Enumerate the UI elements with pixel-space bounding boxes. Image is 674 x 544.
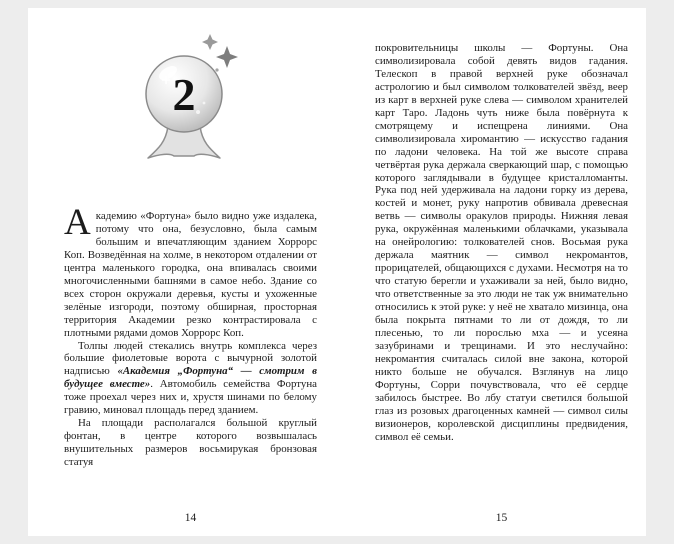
page-number-left: 14 (184, 512, 197, 524)
paragraph (375, 42, 628, 444)
page-right (337, 8, 646, 536)
paragraph-text: кадемию «Фортуна» было видно уже издалека, потому что она, безусловно, была самым большим и впечатляющим зданием Хоррорс Коп. Возведённая на холме, в некотором отдалении от центра маленького городка, она впивалась своими многочисленными башнями в самое небо. Здание со всех сторон окружали деревья, кусты и ухоженные зелёные изгороди, поэтому обширная, просторная территория Академии резко контрастировала с плотными рядами домов Хоррорс Коп. (64, 210, 317, 339)
chapter-number: 2 (172, 69, 195, 120)
paragraph-text: покровительницы школы — Фортуны. Она символизировала собой девять видов гадания. Телескоп в правой верхней руке обозначал астрологию и был символом толкователей звёзд, веер из карт в верхней руке слева — символом хранителей карт Таро. Ладонь чуть ниже была повёрнута к смотрящему и испещрена линиями. Она символизировала хиромантию — искусство гадания по ладони человека. На той же высоте справа четвёртая рука держала сверкающий шар, с помощью которого заглядывали в будущее кристалломанты. Рука под ней удерживала на ладони горку из дерева, костей и монет, руку напротив обвивала древесная ветвь — символы оракулов природы. Нижняя левая рука, окружённая маленькими облачками, указывала на онейрологию: толкователей снов. Восьмая рука держала маятник — символ некромантов, прорицателей, общающихся с духами. Несмотря на то что статую берегли и ухаживали за ней, было видно, что ответственные за это люди не так уж внимательно относились к этой руке: у неё не хватало мизинца, она была покрыта пятнами то ли от дождя, то ли плесенью, то ли порослью мха — и усеяна зазубринами и трещинами. И это неслучайно: некромантия считалась силой вне закона, которой никто больше не обучался. Взглянув на лицо Фортуны, Сорри почувствовала, что её сердце забилось быстрее. Во лбу статуи светился большой глаз из розовых драгоценных камней — символ силы визионеров, королевской дисциплины предвидения, символ её семьи. (375, 42, 628, 443)
paragraph-text: . Автомобиль семейства Фортуна тоже проехал через них и, хрустя шинами по белому гравию, миновал площадь перед зданием. (64, 378, 317, 417)
chapter-illustration (64, 28, 317, 168)
crystal-ball-illustration (126, 28, 256, 168)
bubble (202, 102, 205, 105)
page-number-right: 15 (495, 512, 508, 524)
academy-motto: «Академия „Фортуна“ — смотрим в будущее вместе» (64, 365, 317, 391)
sparkle-star-icon (202, 34, 218, 50)
bubble (196, 110, 200, 114)
paragraph-text: На площади располагался большой круглый фонтан, в центре которого возвышалась внушительных размеров восьмирукая бронзовая статуя (64, 417, 317, 469)
paragraph (64, 340, 317, 418)
paragraph-text: Толпы людей стекались внутрь комплекса через большие фиолетовые ворота с вычурной золотой надписью (64, 339, 317, 378)
left-page-text (64, 202, 317, 469)
paragraph (64, 417, 317, 469)
drop-cap: А (64, 202, 91, 243)
sparkle-dot-icon (215, 68, 218, 71)
book-spread (28, 8, 646, 536)
paragraph (64, 202, 317, 340)
right-page-text (375, 42, 628, 444)
sparkle-star-icon (216, 46, 238, 68)
page-left (28, 8, 337, 536)
